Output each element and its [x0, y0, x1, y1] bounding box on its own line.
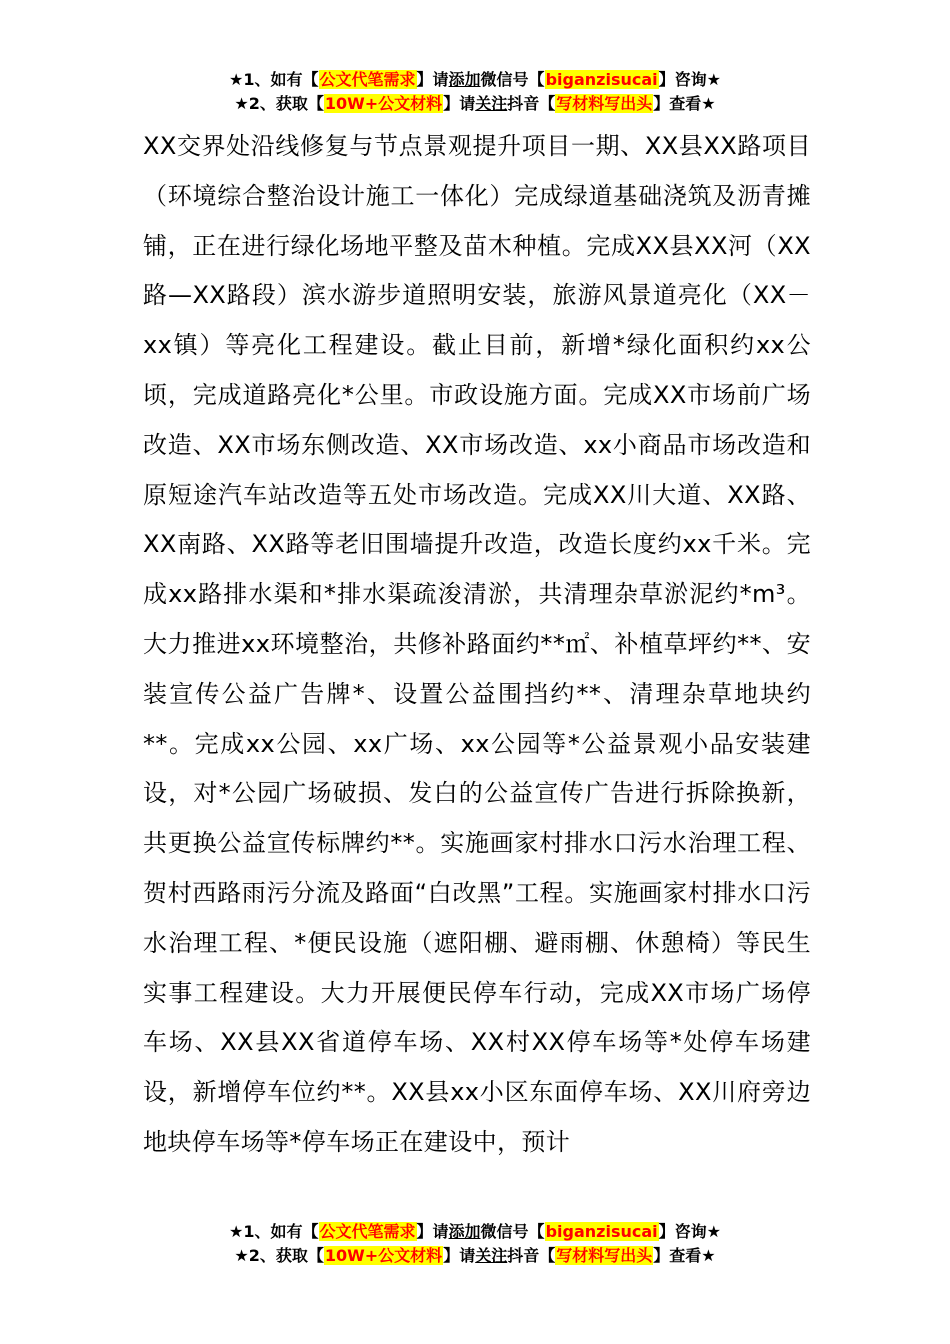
header-banner [0, 68, 950, 116]
banner-text: 抖音【 [507, 94, 556, 113]
banner-text: 】请 [416, 70, 449, 89]
footer-banner [0, 1220, 950, 1268]
banner-underlined-text: 关注 [475, 94, 508, 113]
body-paragraph: XX交界处沿线修复与节点景观提升项目一期、XX县XX路项目（环境综合整治设计施工一体化）完成绿道基础浇筑及沥青摊铺，正在进行绿化场地平整及苗木种植。完成XX县XX河（XX路—XX路段）滨水游步道照明安装，旅游风景道亮化（XX－xx镇）等亮化工程建设。截止目前，新增*绿化面积约xx公顷，完成道路亮化*公里。市政设施方面。完成XX市场前广场改造、XX市场东侧改造、XX市场改造、xx小商品市场改造和原短途汽车站改造等五处市场改造。完成XX川大道、XX路、XX南路、XX路等老旧围墙提升改造，改造长度约xx千米。完成xx路排水渠和*排水渠疏浚清淤，共清理杂草淤泥约*m³。大力推进xx环境整治，共修补路面约**㎡、补植草坪约**、安装宣传公益广告牌*、设置公益围挡约**、清理杂草地块约**。完成xx公园、xx广场、xx公园等*公益景观小品安装建设，对*公园广场破损、发白的公益宣传广告进行拆除换新，共更换公益宣传标牌约**。实施画家村排水口污水治理工程、贺村西路雨污分流及路面“白改黑”工程。实施画家村排水口污水治理工程、*便民设施（遮阳棚、避雨棚、休憩椅）等民生实事工程建设。大力开展便民停车行动，完成XX市场广场停车场、XX县XX省道停车场、XX村XX停车场等*处停车场建设，新增停车位约**。XX县xx小区东面停车场、XX川府旁边地块停车场等*停车场正在建设中，预计 [143, 132, 811, 1156]
banner-text: 】咨询★ [658, 70, 721, 89]
banner-underlined-text: 关注 [475, 1246, 508, 1265]
banner-text: ★2、获取【 [234, 1246, 324, 1265]
banner-text: 】查看★ [653, 1246, 716, 1265]
banner-line-2 [0, 92, 950, 116]
banner-text: ★1、如有【 [229, 70, 319, 89]
banner-text: ★1、如有【 [229, 1222, 319, 1241]
highlight-writing-service: 公文代笔需求 [319, 1222, 416, 1241]
banner-text: 】查看★ [653, 94, 716, 113]
highlight-douyin-account: 写材料写出头 [556, 1246, 653, 1265]
banner-text: 】请 [443, 1246, 476, 1265]
highlight-wechat-id: biganzisucai [545, 70, 658, 89]
banner-text: 】请 [416, 1222, 449, 1241]
highlight-materials: 10W+公文材料 [324, 94, 443, 113]
banner-text: 抖音【 [507, 1246, 556, 1265]
banner-text: 】请 [443, 94, 476, 113]
document-body [143, 122, 811, 1168]
highlight-wechat-id: biganzisucai [545, 1222, 658, 1241]
banner-line-1 [0, 68, 950, 92]
banner-text: 微信号【 [480, 1222, 545, 1241]
highlight-materials: 10W+公文材料 [324, 1246, 443, 1265]
highlight-writing-service: 公文代笔需求 [319, 70, 416, 89]
banner-text: 微信号【 [480, 70, 545, 89]
banner-underlined-text: 添加 [448, 70, 481, 89]
banner-text: 】咨询★ [658, 1222, 721, 1241]
banner-text: ★2、获取【 [234, 94, 324, 113]
banner-underlined-text: 添加 [448, 1222, 481, 1241]
highlight-douyin-account: 写材料写出头 [556, 94, 653, 113]
banner-line-2 [0, 1244, 950, 1268]
banner-line-1 [0, 1220, 950, 1244]
